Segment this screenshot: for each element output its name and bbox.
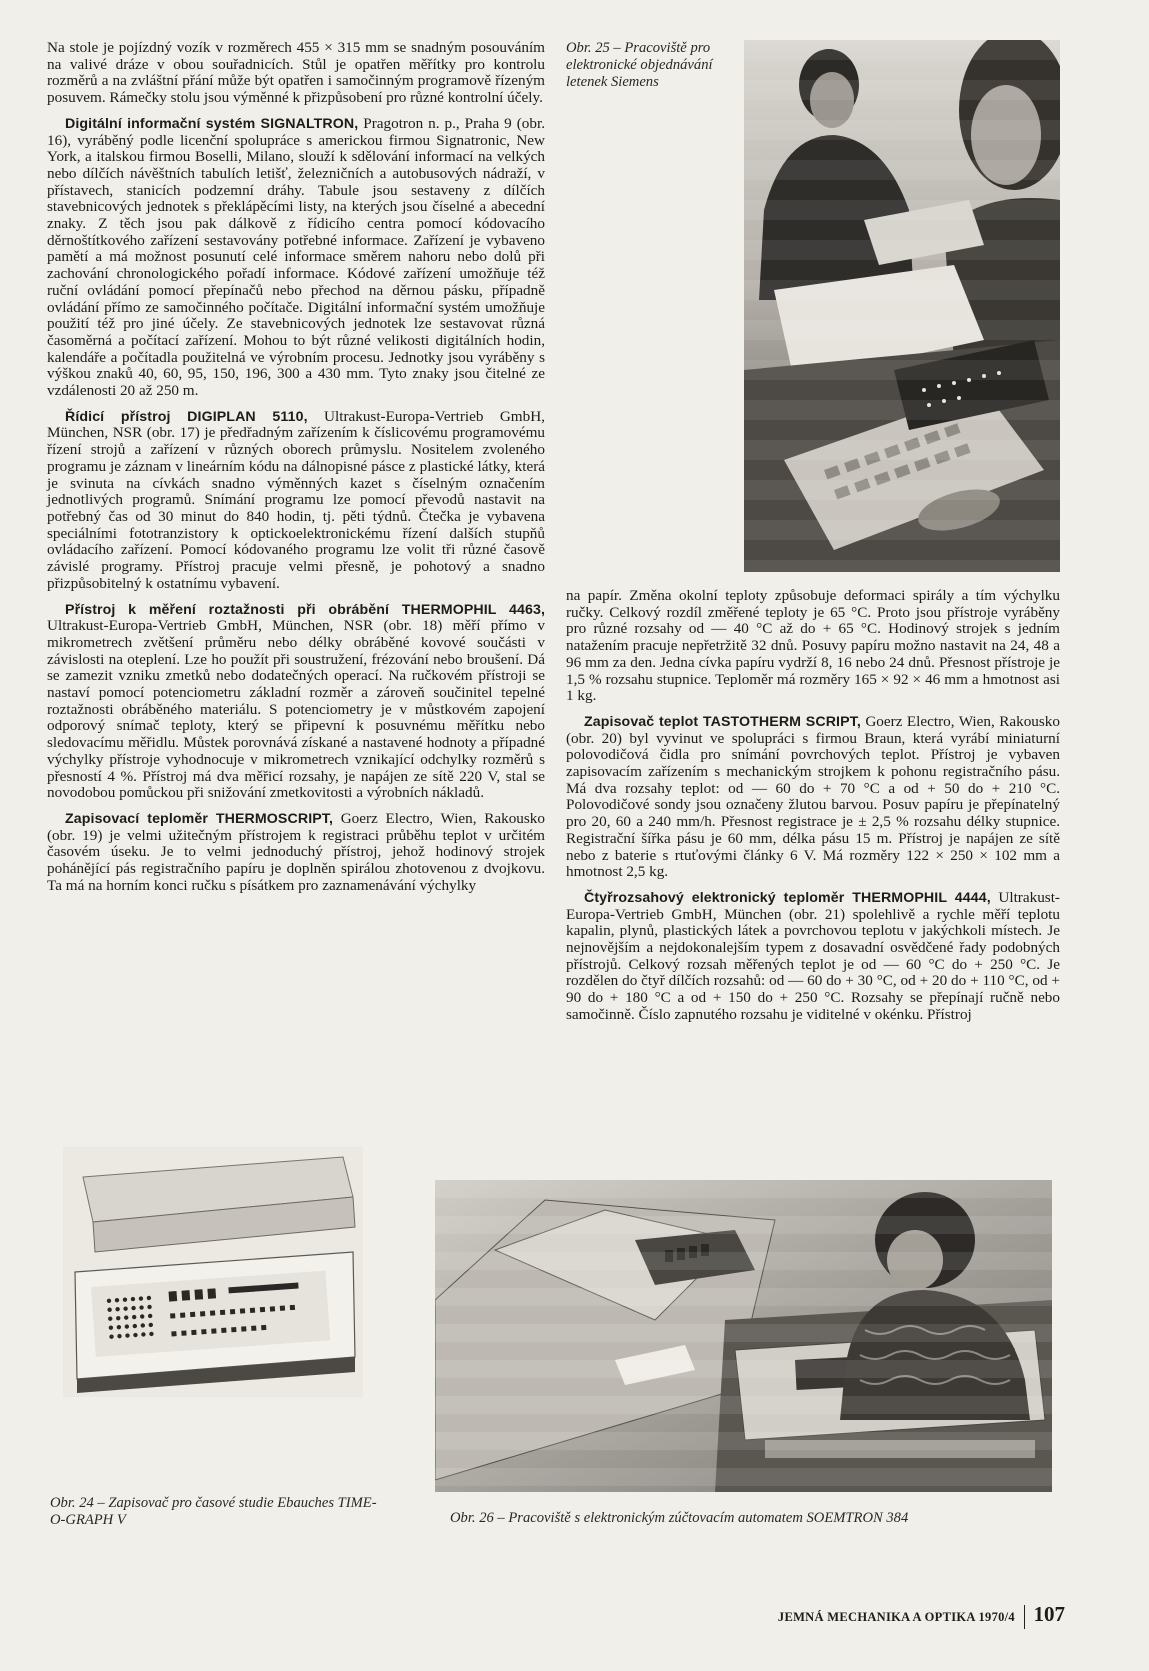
- left-text-column: [47, 40, 545, 903]
- paragraph-text: Ultrakust-Europa-Vertrieb GmbH, München, NSR (obr. 17) je předřadným zařízením k číslicovému programovému řízení strojů a zařízení v různých oborech průmyslu. Nositelem zvoleného programu je záznam v lineárním kódu na dálnopisné pásce z plastické látky, která je svinuta na cívkách snadno výměnných kazet s číselným označením jednotlivých programů. Snímání programu lze pomocí převodů nastavit na potřebný čas od 30 minut do 840 hodin, tj. pěti týdnů. Čtečka je vybavena speciálními fototranzistory k optickoelektronickému řízení dalších stupňů ovládacího zařízení. Pomocí kódovaného programu lze volit tři různé časově závislé programy. Přístroj pracuje velmi přesně, je pohotový a snadno přizpůsobitelný k ostatnímu vybavení.: [47, 407, 545, 592]
- figure-26-caption: Obr. 26 – Pracoviště s elektronickým zúčtovacím automatem SOEMTRON 384: [450, 1510, 909, 1526]
- paragraph-text: Goerz Electro, Wien, Rakousko (obr. 19) je velmi užitečným přístrojem k registraci průběhu teplot v určitém časovém úseku. Je to velmi jednoduchý přístroj, jehož hodinový strojek pohánějící pás registračního papíru je doplněn spirálou zhotovenou z dvojkovu. Ta má na horním konci ručku s písátkem pro zaznamenávání výchylky: [47, 809, 545, 894]
- paragraph-lead: Čtyřrozsahový elektronický teploměr THERMOPHIL 4444,: [584, 889, 991, 906]
- footer-divider: [1024, 1605, 1025, 1629]
- paragraph-text: Ultrakust-Europa-Vertrieb GmbH, München (obr. 21) spolehlivě a rychle měří teplotu kapalin, plynů, plastických látek a povrchovou teplotu v jakýchkoli místech. Je nejnovějším a nejdokonalejším typem z dosavadní osvědčené řady podobných přístrojů. Celkový rozsah měřených teplot je od — 60 °C do + 250 °C. Je rozdělen do čtyř dílčích rozsahů: od — 60 do + 30 °C, od + 20 do + 110 °C, od + 90 do + 180 °C a od + 150 do + 250 °C. Rozsahy se přepínají ručně nebo samočinně. Číslo zapnutého rozsahu je viditelné v okénku. Přístroj: [566, 888, 1060, 1023]
- paragraph-lead: Přístroj k měření roztažnosti při obrábění THERMOPHIL 4463,: [65, 601, 545, 618]
- paragraph: [566, 890, 1060, 1024]
- figure-24-photo: [63, 1147, 363, 1397]
- paragraph: [47, 116, 545, 400]
- paragraph-text: Pragotron n. p., Praha 9 (obr. 16), vyráběný podle licenční spolupráce s americkou firmou Signatronic, New York, a italskou firmou Boselli, Milano, slouží k sdělování informací na velkých nebo dílčích návěštních tabulích letišť, železničních a autobusových nádraží, v přístavech, stanicích podzemní dráhy. Tabule jsou sestaveny z dílčích stavebnicových jednotek s překlápěcími listy, na kterých jsou číselné a abecední znaky. Z těch jsou pak dálkově z řídicího centra pomocí kódovacího děrnoštítkového zařízení sestavovány potřebné informace. Zařízení je vybaveno pamětí a má možnost posunutí celé informace směrem nahoru nebo dolů při zachování chronologického pořadí informace. Kódové zařízení umožňuje též ruční ovládání pomocí přepínačů nebo přechod na děrnou pásku, případně ovládání přímo ze samočinného počítače. Digitální informační systém umožňuje použití též pro jiné účely. Ze stavebnicových jednotek lze sestavovat různá časoměrná a počítací zařízení. Mohou to být různé velikosti digitálních hodin, kalendáře a počítadla použitelná ve výrobním procesu. Jednotky jsou vyráběny s výškou znaků 40, 60, 95, 150, 196, 300 a 430 mm. Tyto znaky jsou čitelné ze vzdálenosti 20 až 250 m.: [47, 114, 545, 400]
- paragraph: [47, 409, 545, 593]
- figure-24-illustration: [63, 1147, 363, 1397]
- page-number: 107: [1033, 1602, 1065, 1626]
- paragraph: [47, 811, 545, 895]
- paragraph: [566, 588, 1060, 705]
- right-text-column: [566, 588, 1060, 1033]
- paragraph-text: Na stole je pojízdný vozík v rozměrech 455 × 315 mm se snadným posouváním na valivé dráze v obou souřadnicích. Stůl je opatřen měřítky pro kontrolu rozměrů a na zvláštní přání může být opatřen i samočinným programově řízeným posuvem. Rámečky stolu jsou výměnné k přizpůsobení pro různé kontrolní účely.: [47, 39, 545, 107]
- paragraph-text: na papír. Změna okolní teploty způsobuje deformaci spirály a tím výchylku ručky. Celkový rozdíl změřené teploty je 65 °C. Proto jsou přístroje vyráběny pro různé rozsahy od — 40 °C až do + 65 °C. Hodinový strojek s jedním natažením pracuje nepřetržitě 32 dnů. Posuvy papíru možno nastavit na 24, 48 a 96 mm za den. Jedna cívka papíru vydrží 8, 16 nebo 24 dnů. Přesnost přístroje je 1,5 % rozsahu stupnice. Teploměr má rozměry 165 × 92 × 46 mm a hmotnost asi 1 kg.: [566, 587, 1060, 705]
- paragraph-lead: Digitální informační systém SIGNALTRON,: [65, 115, 359, 132]
- paragraph: [47, 602, 545, 802]
- paragraph-lead: Řídicí přístroj DIGIPLAN 5110,: [65, 408, 308, 425]
- figure-24-caption: Obr. 24 – Zapisovač pro časové studie Ebauches TIME-O-GRAPH V: [50, 1495, 377, 1528]
- paragraph-text: Goerz Electro, Wien, Rakousko (obr. 20) byl vyvinut ve spolupráci s firmou Braun, která vyrábí miniaturní polovodičová čidla pro snímání povrchových teplot. Přístroj je vybaven zapisovacím zařízením s mechanickým strojkem k pohonu registračního pásu. Má dva rozsahy teplot: od — 60 do + 70 °C a od + 50 do + 210 °C. Polovodičové sondy jsou označeny žlutou barvou. Posuv papíru je přepínatelný pro 20, 60 a 240 mm/h. Přesnost registrace je ± 2,5 % rozsahu délky stupnice. Registrační šířka pásu je 60 mm, délka pásu 15 m. Přístroj je napájen ze sítě nebo z baterie s rtuťovými články 6 V. Má rozměry 122 × 250 × 102 mm a hmotnost 2,5 kg.: [566, 712, 1060, 881]
- paragraph-lead: Zapisovací teploměr THERMOSCRIPT,: [65, 810, 334, 827]
- journal-name: JEMNÁ MECHANIKA A OPTIKA 1970/4: [777, 1610, 1015, 1624]
- figure-25-illustration: [744, 40, 1060, 572]
- paragraph: [566, 714, 1060, 881]
- figure-25-caption: Obr. 25 – Pracoviště pro elektronické objednávání letenek Siemens: [566, 40, 713, 90]
- figure-25-photo: [744, 40, 1060, 572]
- figure-26-photo: [435, 1180, 1052, 1492]
- paragraph-text: Ultrakust-Europa-Vertrieb GmbH, München, NSR (obr. 18) měří přímo v mikrometrech zvětšení průměru nebo délky obráběné kovové součásti v závislosti na oteplení. Lze ho použít při soustružení, frézování nebo broušení. Dá se zamezit vzniku zmetků nebo dodatečných operací. Na ručkovém přístroji se nastaví pomocí potenciometru základní rozměr a zároveň součinitel tepelné roztažnosti obráběného materiálu. S potenciometry je v můstkovém zapojení odporový snímač teploty, který se připevní k posuvnému měřítku nebo sledovacímu měřidlu. Můstek porovnává získané a nastavené hodnoty a případné výchylky přístroje vyhodnocuje v mikrometrech vznikající odchylky rozměrů s přesností 4 %. Přístroj má dva měřicí rozsahy, je napájen ze sítě 220 V, stal se novodobou pomůckou při snižování zmetkovitosti a výrobních nákladů.: [47, 617, 545, 802]
- figure-26-illustration: [435, 1180, 1052, 1492]
- paragraph: [47, 40, 545, 107]
- paragraph-lead: Zapisovač teplot TASTOTHERM SCRIPT,: [584, 713, 861, 730]
- page-footer: [720, 1602, 1065, 1630]
